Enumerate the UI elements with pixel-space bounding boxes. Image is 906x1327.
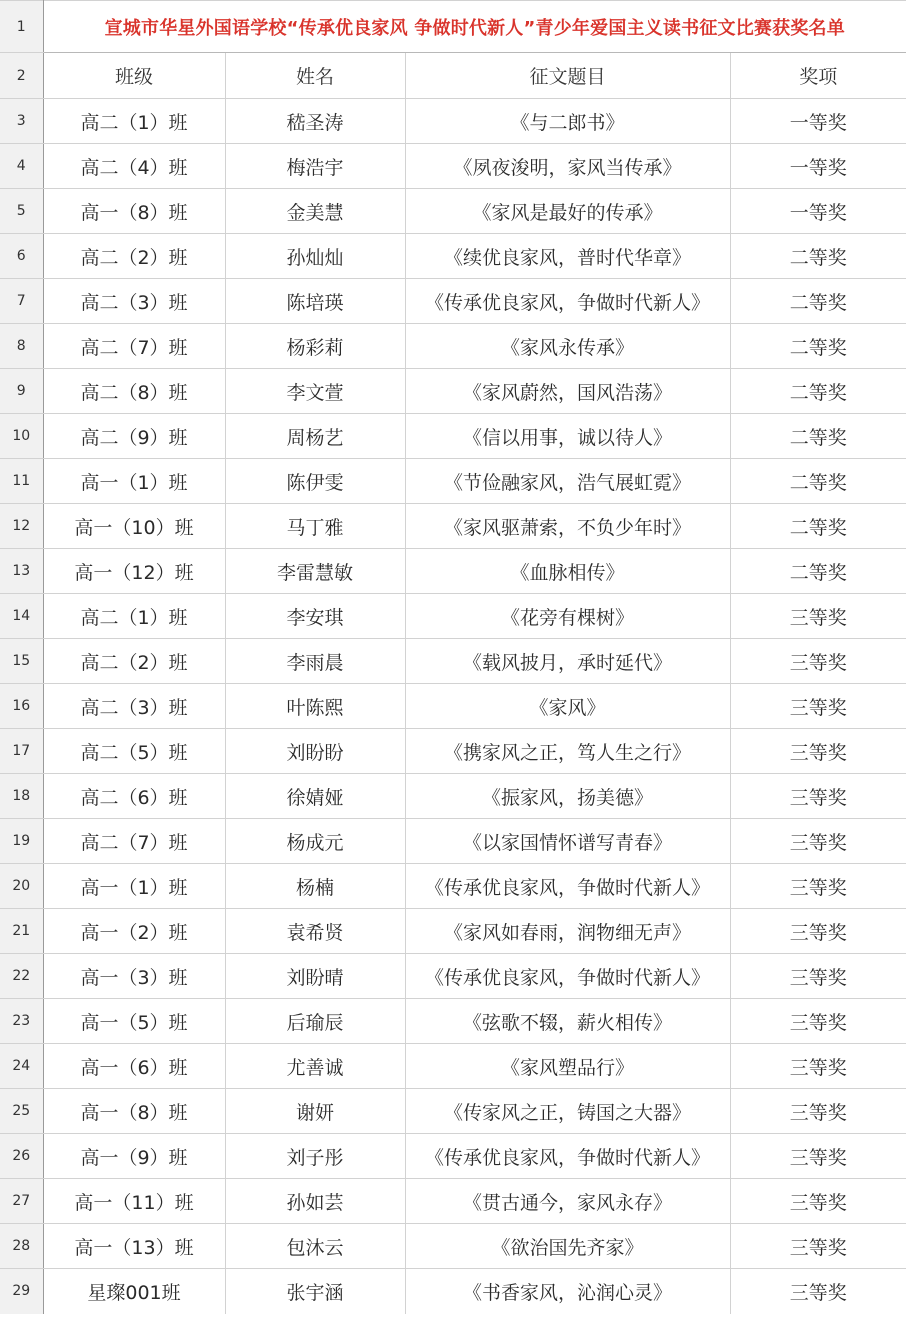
- table-row: [0, 504, 906, 549]
- cell-name[interactable]: 孙灿灿: [225, 234, 405, 279]
- row-number[interactable]: 19: [0, 819, 43, 864]
- cell-class[interactable]: 高二（7）班: [43, 324, 225, 369]
- cell-name[interactable]: 刘盼晴: [225, 954, 405, 999]
- cell-essay-title[interactable]: 《欲治国先齐家》: [405, 1224, 730, 1269]
- cell-essay-title[interactable]: 《携家风之正，笃人生之行》: [405, 729, 730, 774]
- cell-essay-title[interactable]: 《节俭融家风，浩气展虹霓》: [405, 459, 730, 504]
- cell-class[interactable]: 高一（3）班: [43, 954, 225, 999]
- row-number[interactable]: 12: [0, 504, 43, 549]
- table-row: [0, 864, 906, 909]
- cell-essay-title[interactable]: 《传承优良家风，争做时代新人》: [405, 864, 730, 909]
- cell-essay-title[interactable]: 《夙夜浚明，家风当传承》: [405, 144, 730, 189]
- cell-award[interactable]: 三等奖: [730, 864, 906, 909]
- cell-name[interactable]: 刘子彤: [225, 1134, 405, 1179]
- cell-name[interactable]: 谢妍: [225, 1089, 405, 1134]
- cell-class[interactable]: 高一（8）班: [43, 1089, 225, 1134]
- cell-name[interactable]: 尤善诚: [225, 1044, 405, 1089]
- row-number[interactable]: 18: [0, 774, 43, 819]
- cell-name[interactable]: 杨成元: [225, 819, 405, 864]
- row-number[interactable]: 16: [0, 684, 43, 729]
- table-row: [0, 909, 906, 954]
- cell-essay-title[interactable]: 《血脉相传》: [405, 549, 730, 594]
- column-header-class[interactable]: 班级: [43, 53, 225, 99]
- cell-name[interactable]: 孙如芸: [225, 1179, 405, 1224]
- column-header-name[interactable]: 姓名: [225, 53, 405, 99]
- sheet-title[interactable]: 宣城市华星外国语学校“传承优良家风 争做时代新人”青少年爱国主义读书征文比赛获奖名单: [43, 1, 906, 53]
- cell-class[interactable]: 高一（5）班: [43, 999, 225, 1044]
- cell-name[interactable]: 刘盼盼: [225, 729, 405, 774]
- cell-essay-title[interactable]: 《家风是最好的传承》: [405, 189, 730, 234]
- cell-essay-title[interactable]: 《家风永传承》: [405, 324, 730, 369]
- cell-award[interactable]: 三等奖: [730, 774, 906, 819]
- cell-name[interactable]: 李雨晨: [225, 639, 405, 684]
- cell-award[interactable]: 二等奖: [730, 369, 906, 414]
- cell-name[interactable]: 张宇涵: [225, 1269, 405, 1314]
- table-row: [0, 819, 906, 864]
- table-row: [0, 324, 906, 369]
- column-header-award[interactable]: 奖项: [730, 53, 906, 99]
- cell-class[interactable]: 高二（3）班: [43, 684, 225, 729]
- cell-essay-title[interactable]: 《以家国情怀谱写青春》: [405, 819, 730, 864]
- table-row: [0, 639, 906, 684]
- cell-class[interactable]: 高二（2）班: [43, 639, 225, 684]
- cell-class[interactable]: 高一（1）班: [43, 459, 225, 504]
- cell-award[interactable]: 三等奖: [730, 1269, 906, 1314]
- cell-essay-title[interactable]: 《传承优良家风，争做时代新人》: [405, 954, 730, 999]
- header-row: [0, 53, 906, 99]
- cell-award[interactable]: 二等奖: [730, 549, 906, 594]
- cell-name[interactable]: 陈伊雯: [225, 459, 405, 504]
- row-number[interactable]: 26: [0, 1134, 43, 1179]
- cell-name[interactable]: 李雷慧敏: [225, 549, 405, 594]
- cell-essay-title[interactable]: 《续优良家风，普时代华章》: [405, 234, 730, 279]
- cell-award[interactable]: 三等奖: [730, 1134, 906, 1179]
- cell-class[interactable]: 高二（7）班: [43, 819, 225, 864]
- cell-award[interactable]: 三等奖: [730, 1179, 906, 1224]
- cell-name[interactable]: 金美慧: [225, 189, 405, 234]
- cell-class[interactable]: 高二（5）班: [43, 729, 225, 774]
- cell-class[interactable]: 高二（1）班: [43, 99, 225, 144]
- row-number[interactable]: 25: [0, 1089, 43, 1134]
- table-row: [0, 1224, 906, 1269]
- cell-award[interactable]: 三等奖: [730, 594, 906, 639]
- cell-essay-title[interactable]: 《传承优良家风，争做时代新人》: [405, 1134, 730, 1179]
- cell-name[interactable]: 李安琪: [225, 594, 405, 639]
- cell-class[interactable]: 星璨001班: [43, 1269, 225, 1314]
- cell-name[interactable]: 袁希贤: [225, 909, 405, 954]
- row-number[interactable]: 3: [0, 99, 43, 144]
- cell-name[interactable]: 梅浩宇: [225, 144, 405, 189]
- row-number[interactable]: 9: [0, 369, 43, 414]
- row-number[interactable]: 28: [0, 1224, 43, 1269]
- table-row: [0, 459, 906, 504]
- cell-award[interactable]: 三等奖: [730, 1089, 906, 1134]
- cell-class[interactable]: 高一（9）班: [43, 1134, 225, 1179]
- cell-award[interactable]: 三等奖: [730, 999, 906, 1044]
- cell-name[interactable]: 徐婧娅: [225, 774, 405, 819]
- cell-class[interactable]: 高二（3）班: [43, 279, 225, 324]
- cell-class[interactable]: 高一（13）班: [43, 1224, 225, 1269]
- cell-essay-title[interactable]: 《家风蔚然，国风浩荡》: [405, 369, 730, 414]
- cell-award[interactable]: 一等奖: [730, 99, 906, 144]
- cell-award[interactable]: 三等奖: [730, 729, 906, 774]
- cell-award[interactable]: 二等奖: [730, 459, 906, 504]
- cell-class[interactable]: 高二（2）班: [43, 234, 225, 279]
- table-row: [0, 954, 906, 999]
- table-row: [0, 684, 906, 729]
- row-number[interactable]: 11: [0, 459, 43, 504]
- column-header-essay-title[interactable]: 征文题目: [405, 53, 730, 99]
- cell-name[interactable]: 叶陈熙: [225, 684, 405, 729]
- cell-name[interactable]: 马丁雅: [225, 504, 405, 549]
- cell-class[interactable]: 高一（1）班: [43, 864, 225, 909]
- table-row: [0, 594, 906, 639]
- cell-class[interactable]: 高一（2）班: [43, 909, 225, 954]
- row-number[interactable]: 23: [0, 999, 43, 1044]
- cell-essay-title[interactable]: 《弦歌不辍，薪火相传》: [405, 999, 730, 1044]
- title-row: [0, 1, 906, 53]
- table-row: [0, 414, 906, 459]
- cell-essay-title[interactable]: 《家风》: [405, 684, 730, 729]
- cell-name[interactable]: 陈培瑛: [225, 279, 405, 324]
- cell-award[interactable]: 一等奖: [730, 189, 906, 234]
- cell-award[interactable]: 三等奖: [730, 1224, 906, 1269]
- cell-name[interactable]: 周杨艺: [225, 414, 405, 459]
- cell-class[interactable]: 高二（8）班: [43, 369, 225, 414]
- cell-award[interactable]: 三等奖: [730, 819, 906, 864]
- cell-essay-title[interactable]: 《家风如春雨，润物细无声》: [405, 909, 730, 954]
- cell-name[interactable]: 李文萱: [225, 369, 405, 414]
- row-number[interactable]: 13: [0, 549, 43, 594]
- table-row: [0, 1179, 906, 1224]
- table-row: [0, 189, 906, 234]
- table-row: [0, 1044, 906, 1089]
- table-row: [0, 144, 906, 189]
- row-number[interactable]: 21: [0, 909, 43, 954]
- cell-award[interactable]: 三等奖: [730, 684, 906, 729]
- cell-essay-title[interactable]: 《载风披月，承时延代》: [405, 639, 730, 684]
- table-row: [0, 1134, 906, 1179]
- cell-award[interactable]: 三等奖: [730, 909, 906, 954]
- cell-essay-title[interactable]: 《贯古通今，家风永存》: [405, 1179, 730, 1224]
- cell-class[interactable]: 高一（10）班: [43, 504, 225, 549]
- cell-award[interactable]: 三等奖: [730, 954, 906, 999]
- row-number[interactable]: 14: [0, 594, 43, 639]
- row-number[interactable]: 22: [0, 954, 43, 999]
- cell-award[interactable]: 二等奖: [730, 234, 906, 279]
- table-row: [0, 999, 906, 1044]
- row-number[interactable]: 7: [0, 279, 43, 324]
- cell-essay-title[interactable]: 《信以用事，诚以待人》: [405, 414, 730, 459]
- cell-class[interactable]: 高一（11）班: [43, 1179, 225, 1224]
- cell-award[interactable]: 三等奖: [730, 639, 906, 684]
- cell-essay-title[interactable]: 《书香家风，沁润心灵》: [405, 1269, 730, 1314]
- cell-class[interactable]: 高一（6）班: [43, 1044, 225, 1089]
- table-row: [0, 549, 906, 594]
- cell-essay-title[interactable]: 《家风驱萧索，不负少年时》: [405, 504, 730, 549]
- table-row: [0, 1089, 906, 1134]
- cell-award[interactable]: 三等奖: [730, 1044, 906, 1089]
- row-number[interactable]: 17: [0, 729, 43, 774]
- cell-essay-title[interactable]: 《花旁有棵树》: [405, 594, 730, 639]
- cell-award[interactable]: 二等奖: [730, 279, 906, 324]
- cell-name[interactable]: 杨楠: [225, 864, 405, 909]
- table-row: [0, 99, 906, 144]
- row-number[interactable]: 29: [0, 1269, 43, 1314]
- cell-class[interactable]: 高二（6）班: [43, 774, 225, 819]
- table-row: [0, 234, 906, 279]
- cell-class[interactable]: 高二（1）班: [43, 594, 225, 639]
- table-row: [0, 1269, 906, 1314]
- row-number[interactable]: 27: [0, 1179, 43, 1224]
- row-number[interactable]: 20: [0, 864, 43, 909]
- row-number[interactable]: 2: [0, 53, 43, 99]
- cell-name[interactable]: 杨彩莉: [225, 324, 405, 369]
- row-number[interactable]: 5: [0, 189, 43, 234]
- cell-class[interactable]: 高二（9）班: [43, 414, 225, 459]
- row-number[interactable]: 24: [0, 1044, 43, 1089]
- table-row: [0, 774, 906, 819]
- cell-essay-title[interactable]: 《传家风之正，铸国之大器》: [405, 1089, 730, 1134]
- row-number[interactable]: 6: [0, 234, 43, 279]
- cell-name[interactable]: 包沐云: [225, 1224, 405, 1269]
- cell-class[interactable]: 高二（4）班: [43, 144, 225, 189]
- table-row: [0, 369, 906, 414]
- cell-essay-title[interactable]: 《家风塑品行》: [405, 1044, 730, 1089]
- cell-class[interactable]: 高一（12）班: [43, 549, 225, 594]
- cell-award[interactable]: 二等奖: [730, 414, 906, 459]
- cell-name[interactable]: 嵇圣涛: [225, 99, 405, 144]
- table-row: [0, 279, 906, 324]
- cell-award[interactable]: 二等奖: [730, 504, 906, 549]
- row-number[interactable]: 4: [0, 144, 43, 189]
- row-number[interactable]: 8: [0, 324, 43, 369]
- cell-essay-title[interactable]: 《与二郎书》: [405, 99, 730, 144]
- cell-essay-title[interactable]: 《传承优良家风，争做时代新人》: [405, 279, 730, 324]
- cell-essay-title[interactable]: 《振家风，扬美德》: [405, 774, 730, 819]
- cell-award[interactable]: 一等奖: [730, 144, 906, 189]
- row-number[interactable]: 15: [0, 639, 43, 684]
- cell-name[interactable]: 后瑜辰: [225, 999, 405, 1044]
- cell-class[interactable]: 高一（8）班: [43, 189, 225, 234]
- table-row: [0, 729, 906, 774]
- cell-award[interactable]: 二等奖: [730, 324, 906, 369]
- row-number[interactable]: 1: [0, 1, 43, 53]
- row-number[interactable]: 10: [0, 414, 43, 459]
